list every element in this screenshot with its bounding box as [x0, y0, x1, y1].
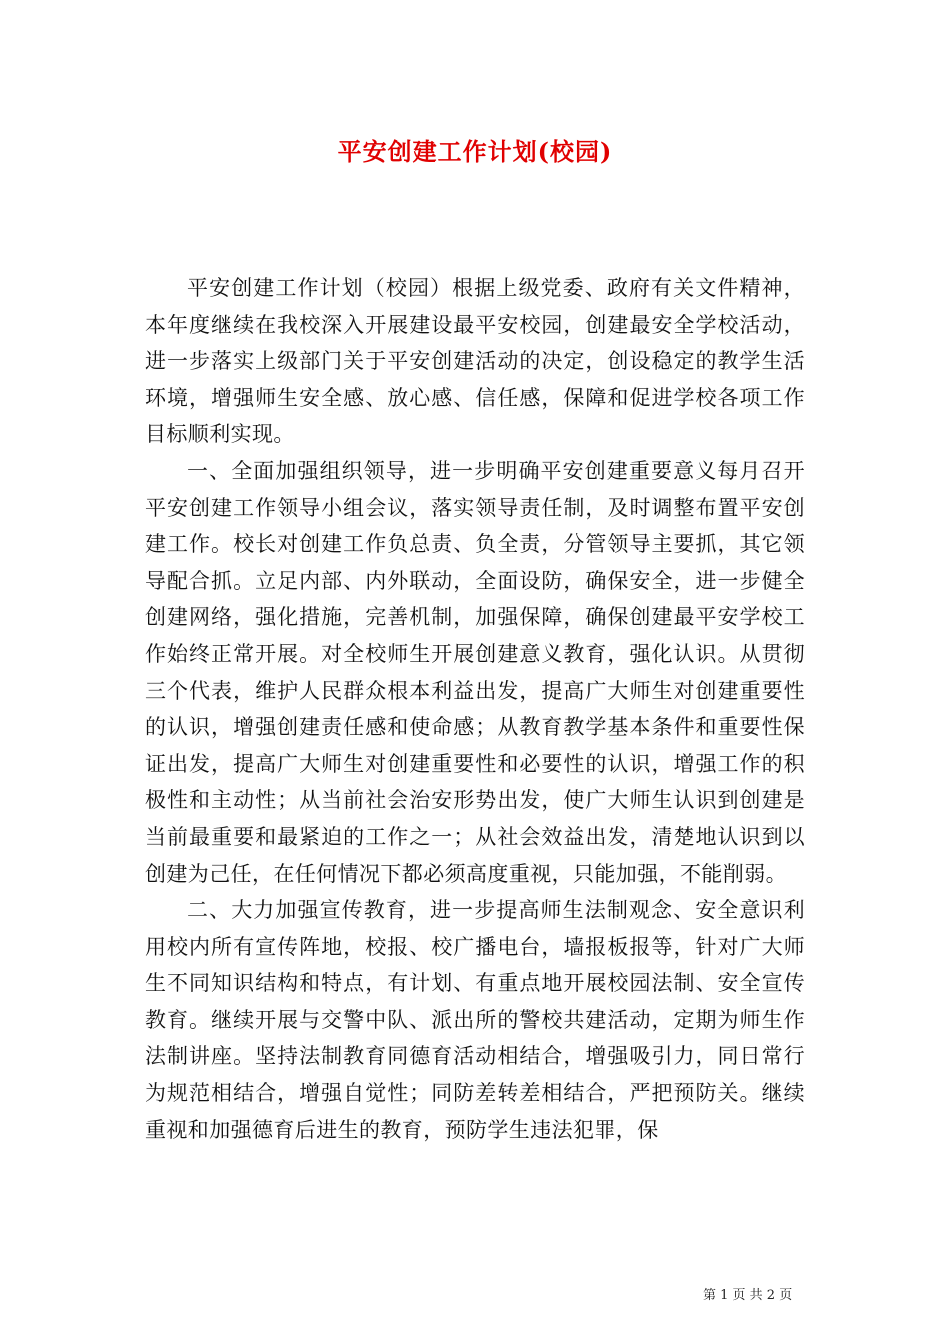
document-body — [145, 270, 805, 1148]
paragraph-section-2: 二、大力加强宣传教育，进一步提高师生法制观念、安全意识利用校内所有宣传阵地，校报、校广播电台，墙报板报等，针对广大师生不同知识结构和特点，有计划、有重点地开展校园法制、安全宣传教育。继续开展与交警中队、派出所的警校共建活动，定期为师生作法制讲座。坚持法制教育同德育活动相结合，增强吸引力，同日常行为规范相结合，增强自觉性；同防差转差相结合，严把预防关。继续重视和加强德育后进生的教育，预防学生违法犯罪，保 — [145, 898, 805, 1142]
paragraph-intro: 平安创建工作计划（校园）根据上级党委、政府有关文件精神，本年度继续在我校深入开展建设最平安校园，创建最安全学校活动，进一步落实上级部门关于平安创建活动的决定，创设稳定的教学生活环境，增强师生安全感、放心感、信任感，保障和促进学校各项工作目标顺利实现。 — [145, 276, 805, 447]
paragraph-section-1: 一、全面加强组织领导，进一步明确平安创建重要意义每月召开平安创建工作领导小组会议，落实领导责任制，及时调整布置平安创建工作。校长对创建工作负总责、负全责，分管领导主要抓，其它领导配合抓。立足内部、内外联动，全面设防，确保安全，进一步健全创建网络，强化措施，完善机制，加强保障，确保创建最平安学校工作始终正常开展。对全校师生开展创建意义教育，强化认识。从贯彻三个代表，维护人民群众根本利益出发，提高广大师生对创建重要性的认识，增强创建责任感和使命感；从教育教学基本条件和重要性保证出发，提高广大师生对创建重要性和必要性的认识，增强工作的积极性和主动性；从当前社会治安形势出发，使广大师生认识到创建是当前最重要和最紧迫的工作之一；从社会效益出发，清楚地认识到以创建为己任，在任何情况下都必须高度重视，只能加强，不能削弱。 — [145, 458, 805, 886]
page-title: 平安创建工作计划(校园) — [337, 137, 613, 166]
page-number: 第 1 页 共 2 页 — [703, 1288, 793, 1303]
